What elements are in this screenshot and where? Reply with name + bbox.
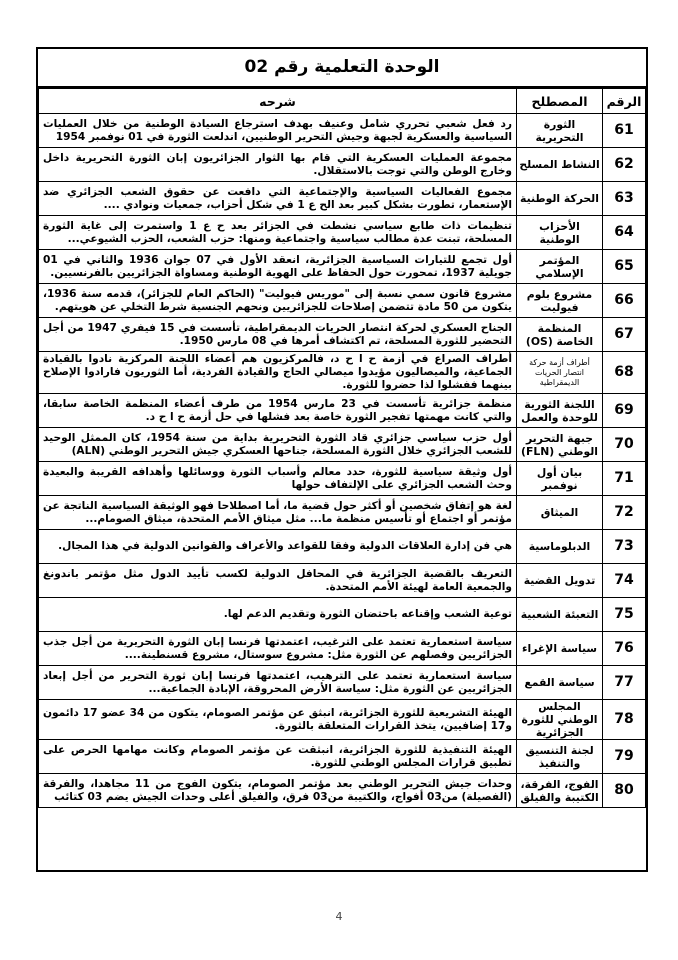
- row-definition: أول وثيقة سياسية للثورة، حدد معالم وأسباب الثورة ووسائلها وأهدافه القريبة والبعيدة وحث الشعب الجزائري على الإلتفاف حولها: [39, 462, 517, 496]
- table-row: [39, 114, 646, 148]
- row-term: مشروع بلوم فيوليت: [517, 284, 603, 318]
- row-definition: الهيئة التنفيذية للثورة الجزائرية، انبثقت عن مؤتمر الصومام وكانت مهامها الحرص على تطبيق قرارات المجلس الوطني للثورة.: [39, 740, 517, 774]
- row-number: 61: [603, 114, 646, 148]
- table-row: [39, 284, 646, 318]
- row-definition: أول تجمع للتيارات السياسية الجزائرية، انعقد الأول في 07 جوان 1936 والثاني في 01 جويلية 1937، تمحورت حول الحفاظ على الهوية الوطنية ومساواة الجزائريين بالفرنسيين.: [39, 250, 517, 284]
- table-row: [39, 148, 646, 182]
- row-number: 68: [603, 352, 646, 394]
- row-term: الدبلوماسية: [517, 530, 603, 564]
- row-number: 67: [603, 318, 646, 352]
- row-number: 77: [603, 666, 646, 700]
- table-row: [39, 428, 646, 462]
- row-definition: وحدات جيش التحرير الوطني بعد مؤتمر الصومام، يتكون الفوج من 11 مجاهدا، والفرقة (الفصيلة) من03 أفواج، والكتيبة من03 فرق، والفيلق أعلى وحدات الجيش يضم 03 كتائب: [39, 774, 517, 808]
- row-term: لجنة التنسيق والتنفيذ: [517, 740, 603, 774]
- row-definition: مشروع قانون سمي نسبة إلى "موريس فيوليت" (الحاكم العام للجزائر)، قدمه سنة 1936، يتكون من 50 مادة تتضمن إصلاحات للجزائريين ونحهم الجنسية شرط التخلي عن هويتهم.: [39, 284, 517, 318]
- row-term: سياسة القمع: [517, 666, 603, 700]
- row-number: 75: [603, 598, 646, 632]
- row-definition: مجموع الفعاليات السياسية والإجتماعية التي دافعت عن حقوق الشعب الجزائري ضد الإستعمار، تطورت بشكل كبير بعد الح ع 1 في شكل أحزاب، جمعيات ونوادي ....: [39, 182, 517, 216]
- row-term: الميثاق: [517, 496, 603, 530]
- row-number: 78: [603, 700, 646, 740]
- page-title: الوحدة التعلمية رقم 02: [38, 49, 646, 88]
- row-number: 70: [603, 428, 646, 462]
- row-term: المجلس الوطني للثورة الجزائرية: [517, 700, 603, 740]
- table-row: [39, 394, 646, 428]
- row-term: المنظمة الخاصة (OS): [517, 318, 603, 352]
- row-definition: رد فعل شعبي تحرري شامل وعنيف بهدف استرجاع السيادة الوطنية من خلال العمليات السياسية والعسكرية لجبهة وجيش التحرير الوطنيين، اندلعت الثورة في 01 نوفمبر 1954: [39, 114, 517, 148]
- table-row: [39, 182, 646, 216]
- row-definition: أطراف الصراع في أزمة ح ا ح د، فالمركزيون هم أعضاء اللجنة المركزية نادوا بالقيادة الجماعية، والميصاليون مؤيدوا ميصالي الحاج والقيادة الفردية، أما الثوريون فارادوا الإصلاح بينهما ففشلوا لذا حضروا للثورة.: [39, 352, 517, 394]
- row-number: 71: [603, 462, 646, 496]
- glossary-frame: [36, 47, 648, 872]
- table-row: [39, 216, 646, 250]
- row-term: سياسة الإغراء: [517, 632, 603, 666]
- row-number: 63: [603, 182, 646, 216]
- row-definition: أول حزب سياسي جزائري قاد الثورة التحريرية بداية من سنة 1954، كان الممثل الوحيد للشعب الجزائري خلال الثورة المسلحة، جناحها العسكري جيش التحرير الوطني (ALN): [39, 428, 517, 462]
- row-definition: مجموعة العمليات العسكرية التي قام بها الثوار الجزائريون إبان الثورة التحريرية داخل وخارج الوطن والتي توجت بالاستقلال.: [39, 148, 517, 182]
- table-row: [39, 700, 646, 740]
- row-number: 66: [603, 284, 646, 318]
- table-row: [39, 462, 646, 496]
- row-definition: توعية الشعب وإقناعه باحتضان الثورة وتقديم الدعم لها.: [39, 598, 517, 632]
- table-row: [39, 666, 646, 700]
- table-row: [39, 598, 646, 632]
- table-row: [39, 530, 646, 564]
- table-row: [39, 774, 646, 808]
- row-number: 69: [603, 394, 646, 428]
- row-definition: سياسة استعمارية تعتمد على الترهيب، اعتمدتها فرنسا إبان ثورة التحرير من أجل إبعاد الجزائريين عن الثورة مثل: سياسة الأرض المحروقة، الإبادة الجماعية...: [39, 666, 517, 700]
- header-def: شرحه: [39, 89, 517, 114]
- glossary-table: [38, 88, 646, 808]
- row-number: 72: [603, 496, 646, 530]
- table-row: [39, 496, 646, 530]
- row-definition: لغة هو إتفاق شخصين أو أكثر حول قضية ما، أما اصطلاحا فهو الوثيقة السياسية الناتجة عن مؤتمر أو اجتماع أو تأسيس منظمة ما... مثل ميثاق الأمم المتحدة، ميثاق الصومام...: [39, 496, 517, 530]
- row-definition: التعريف بالقضية الجزائرية في المحافل الدولية لكسب تأييد الدول مثل مؤتمر باندونغ والجمعية العامة لهيئة الأمم المتحدة.: [39, 564, 517, 598]
- table-row: [39, 318, 646, 352]
- header-term: المصطلح: [517, 89, 603, 114]
- row-number: 80: [603, 774, 646, 808]
- row-number: 65: [603, 250, 646, 284]
- row-definition: الجناح العسكري لحركة انتصار الحريات الديمقراطية، تأسست في 15 فيفري 1947 من أجل التحضير للثورة المسلحة، تم اكتشاف أمرها في 08 مارس 1950.: [39, 318, 517, 352]
- row-number: 73: [603, 530, 646, 564]
- row-definition: منظمة جزائرية تأسست في 23 مارس 1954 من طرف أعضاء المنظمة الخاصة سابقا، والتي كانت مهمتها تفجير الثورة خاصة بعد فشلها في حل أزمة ح ا ح د.: [39, 394, 517, 428]
- row-term: أطراف أزمة حركة انتصار الحريات الديمقراطية: [517, 352, 603, 394]
- row-term: الثورة التحريرية: [517, 114, 603, 148]
- row-term: اللجنة الثورية للوحدة والعمل: [517, 394, 603, 428]
- row-term: الفوج، الفرقة، الكتيبة والفيلق: [517, 774, 603, 808]
- row-term: جبهة التحرير الوطني (FLN): [517, 428, 603, 462]
- page-number: 4: [335, 910, 343, 923]
- row-definition: الهيئة التشريعية للثورة الجزائرية، انبثق عن مؤتمر الصومام، يتكون من 34 عضو 17 دائمون و17 إضافيين، يتخذ القرارات المتعلقة بالثورة.: [39, 700, 517, 740]
- table-row: [39, 740, 646, 774]
- table-row: [39, 632, 646, 666]
- row-definition: هي فن إدارة العلاقات الدولية وفقا للقواعد والأعراف والقوانين الدولية في هذا المجال.: [39, 530, 517, 564]
- row-term: بيان أول نوفمبر: [517, 462, 603, 496]
- row-number: 62: [603, 148, 646, 182]
- row-term: الحركة الوطنية: [517, 182, 603, 216]
- table-header-row: [39, 89, 646, 114]
- row-term: النشاط المسلح: [517, 148, 603, 182]
- table-row: [39, 564, 646, 598]
- row-number: 74: [603, 564, 646, 598]
- row-definition: تنظيمات ذات طابع سياسي نشطت في الجزائر بعد ح ع 1 واستمرت إلى غاية الثورة المسلحة، تبنت عدة مطالب سياسية واجتماعية ومنها: حزب الشعب، الحزب الشيوعي...: [39, 216, 517, 250]
- row-definition: سياسة استعمارية تعتمد على الترغيب، اعتمدتها فرنسا إبان الثورة التحريرية من أجل جذب الجزائريين وفصلهم عن الثورة مثل: مشروع سوستال، مشروع قسنطينة....: [39, 632, 517, 666]
- row-number: 76: [603, 632, 646, 666]
- row-number: 64: [603, 216, 646, 250]
- table-row: [39, 352, 646, 394]
- table-row: [39, 250, 646, 284]
- header-num: الرقم: [603, 89, 646, 114]
- row-term: المؤتمر الإسلامي: [517, 250, 603, 284]
- row-term: الأحزاب الوطنية: [517, 216, 603, 250]
- row-term: تدويل القضية: [517, 564, 603, 598]
- row-term: التعبئة الشعبية: [517, 598, 603, 632]
- row-number: 79: [603, 740, 646, 774]
